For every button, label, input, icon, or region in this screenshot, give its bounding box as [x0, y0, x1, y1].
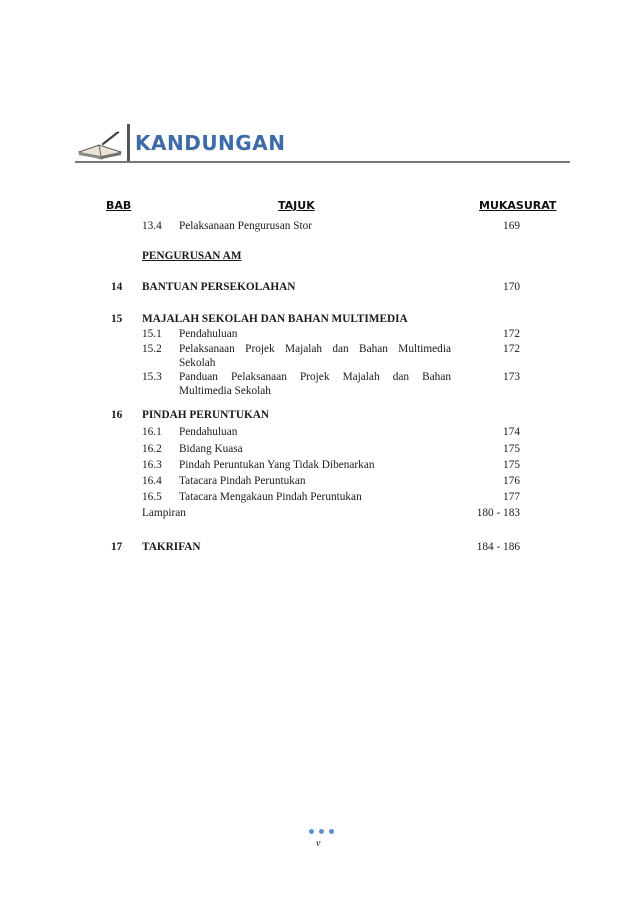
section-title: PENGURUSAN AM: [142, 250, 242, 262]
entry-page: 173: [503, 371, 520, 383]
entry-title: Bidang Kuasa: [179, 443, 243, 455]
chapter-number: 17: [111, 541, 123, 553]
entry-page: 177: [503, 491, 520, 503]
column-header-mukasurat: MUKASURAT: [479, 199, 557, 212]
entry-title: Lampiran: [142, 507, 186, 519]
entry-number: 16.2: [142, 443, 162, 455]
entry-page: 169: [503, 220, 520, 232]
ornament-dot: [329, 829, 334, 834]
entry-title: Panduan Pelaksanaan Projek Majalah dan Bahan Multimedia Sekolah: [179, 371, 451, 397]
chapter-page: 184 - 186: [476, 541, 520, 553]
footer-ornament: [309, 829, 334, 834]
entry-title: Tatacara Mengakaun Pindah Peruntukan: [179, 491, 362, 503]
page-number: v: [316, 838, 321, 849]
ornament-dot: [319, 829, 324, 834]
column-header-tajuk: TAJUK: [278, 199, 315, 212]
entry-number: 15.3: [142, 371, 162, 383]
entry-title: Tatacara Pindah Peruntukan: [179, 475, 306, 487]
entry-number: 16.4: [142, 475, 162, 487]
entry-number: 16.1: [142, 426, 162, 438]
ornament-dot: [309, 829, 314, 834]
entry-page: 174: [503, 426, 520, 438]
entry-page: 175: [503, 459, 520, 471]
header-divider: [127, 124, 130, 162]
entry-page: 176: [503, 475, 520, 487]
chapter-number: 16: [111, 409, 123, 421]
entry-title: Pelaksanaan Projek Majalah dan Bahan Multimedia Sekolah: [179, 343, 451, 369]
entry-number: 15.2: [142, 343, 162, 355]
book-icon: [77, 130, 123, 160]
chapter-title: BANTUAN PERSEKOLAHAN: [142, 281, 296, 293]
entry-number: 16.5: [142, 491, 162, 503]
chapter-title: TAKRIFAN: [142, 541, 201, 553]
chapter-title: MAJALAH SEKOLAH DAN BAHAN MULTIMEDIA: [142, 313, 408, 325]
chapter-title: PINDAH PERUNTUKAN: [142, 409, 270, 421]
chapter-number: 15: [111, 313, 123, 325]
entry-number: 15.1: [142, 328, 162, 340]
entry-title: Pelaksanaan Pengurusan Stor: [179, 220, 313, 232]
entry-title: Pendahuluan: [179, 426, 238, 438]
chapter-page: 170: [503, 281, 520, 293]
entry-page: 172: [503, 328, 520, 340]
page-header: [75, 124, 570, 164]
header-rule: [75, 161, 570, 163]
entry-page: 175: [503, 443, 520, 455]
entry-number: 13.4: [142, 220, 162, 232]
entry-number: 16.3: [142, 459, 162, 471]
entry-page: 180 - 183: [476, 507, 520, 519]
entry-title: Pindah Peruntukan Yang Tidak Dibenarkan: [179, 459, 375, 471]
entry-title: Pendahuluan: [179, 328, 238, 340]
chapter-number: 14: [111, 281, 123, 293]
column-header-bab: BAB: [106, 199, 132, 212]
entry-page: 172: [503, 343, 520, 355]
page-title: KANDUNGAN: [135, 131, 286, 155]
